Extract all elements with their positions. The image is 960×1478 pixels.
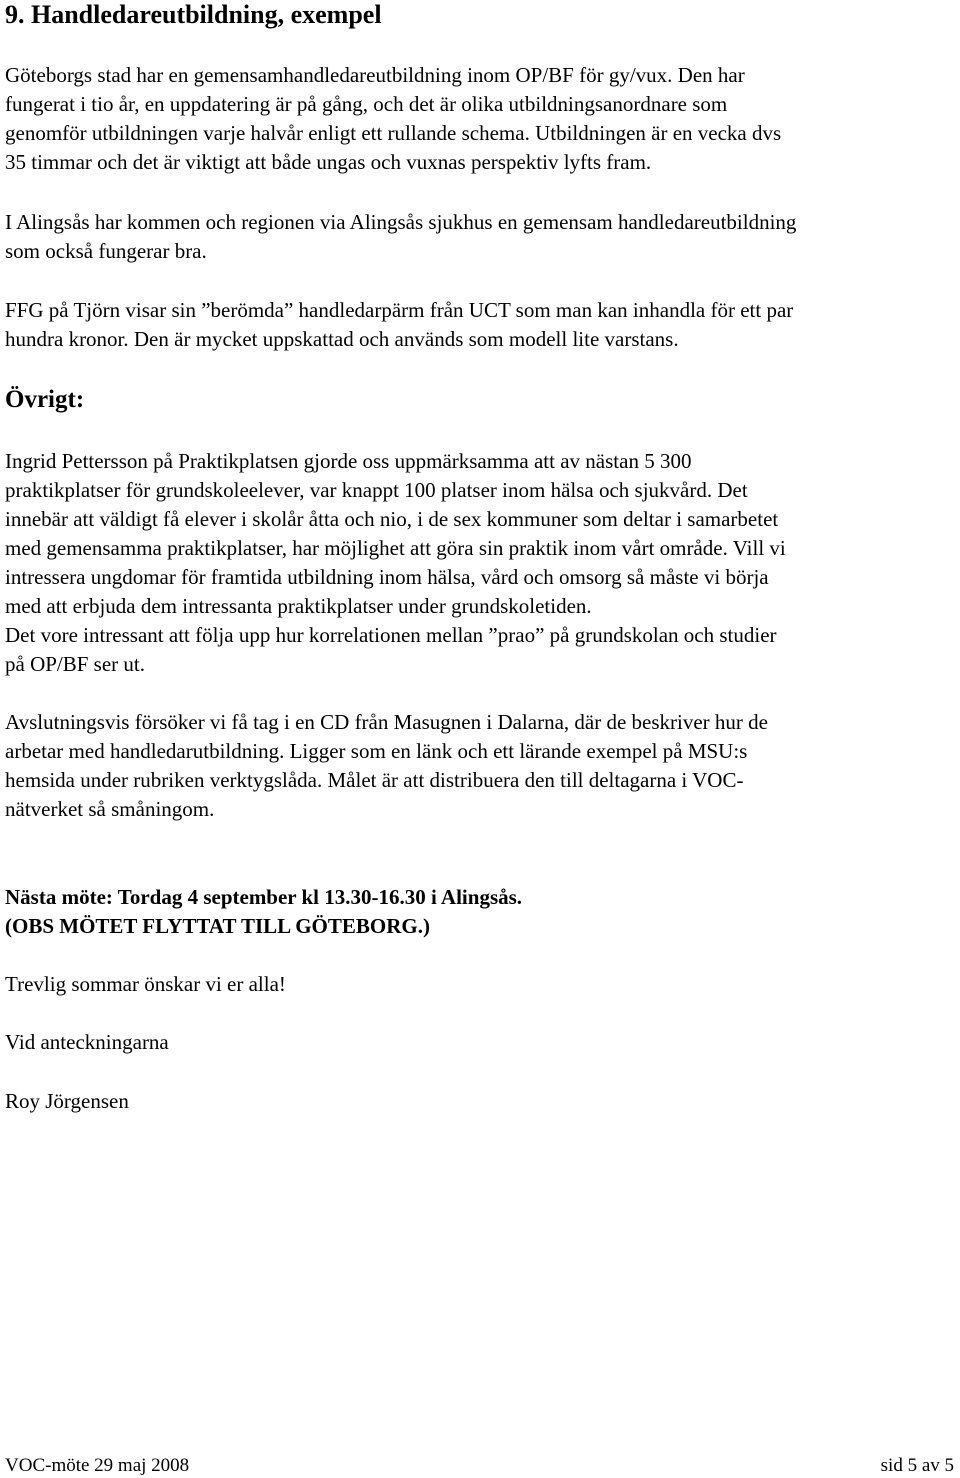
author-signature bbox=[5, 1087, 960, 1116]
paragraph-ffg-tjorn bbox=[5, 296, 960, 354]
next-meeting-notice bbox=[5, 883, 960, 941]
text-line: I Alingsås har kommen och regionen via Alingsås sjukhus en gemensam handledareutbildning bbox=[5, 210, 797, 234]
text-line: Avslutningsvis försöker vi få tag i en CD från Masugnen i Dalarna, där de beskriver hur de bbox=[5, 710, 768, 734]
author-name: Roy Jörgensen bbox=[5, 1089, 129, 1113]
text-line: 35 timmar och det är viktigt att både ungas och vuxnas perspektiv lyfts fram. bbox=[5, 150, 652, 174]
text-line: hemsida under rubriken verktygslåda. Målet är att distribuera den till deltagarna i VOC- bbox=[5, 768, 744, 792]
text-line: med att erbjuda dem intressanta praktikplatser under grundskoletiden. bbox=[5, 594, 592, 618]
text-line: praktikplatser för grundskoleelever, var knappt 100 platser inom hälsa och sjukvård. Det bbox=[5, 478, 748, 502]
text-line: Ingrid Pettersson på Praktikplatsen gjorde oss uppmärksamma att av nästan 5 300 bbox=[5, 449, 692, 473]
text-line: fungerat i tio år, en uppdatering är på gång, och det är olika utbildningsanordnare som bbox=[5, 92, 728, 116]
text-line: Det vore intressant att följa upp hur korrelationen mellan ”prao” på grundskolan och studier bbox=[5, 623, 777, 647]
text-line: hundra kronor. Den är mycket uppskattad och används som modell lite varstans. bbox=[5, 327, 679, 351]
footer-page-number: sid 5 av 5 bbox=[880, 1455, 954, 1476]
text-line: med gemensamma praktikplatser, har möjlighet att göra sin praktik inom vårt område. Vill vi bbox=[5, 536, 786, 560]
text-line: på OP/BF ser ut. bbox=[5, 652, 146, 676]
text-line: Göteborgs stad har en gemensamhandledareutbildning inom OP/BF för gy/vux. Den har bbox=[5, 63, 745, 87]
paragraph-praktikplatsen bbox=[5, 447, 960, 679]
section-heading: 9. Handledareutbildning, exempel bbox=[5, 0, 382, 29]
greeting bbox=[5, 970, 960, 999]
text-line: innebär att väldigt få elever i skolår åtta och nio, i de sex kommuner som deltar i samarbetet bbox=[5, 507, 779, 531]
notes-by bbox=[5, 1028, 960, 1057]
paragraph-avslutningsvis bbox=[5, 708, 960, 824]
text-line: nätverket så småningom. bbox=[5, 797, 215, 821]
text-line: genomför utbildningen varje halvår enligt ett rullande schema. Utbildningen är en vecka dvs bbox=[5, 121, 782, 145]
text-line: intressera ungdomar för framtida utbildning inom hälsa, vård och omsorg så måste vi börja bbox=[5, 565, 769, 589]
text-line: FFG på Tjörn visar sin ”berömda” handledarpärm från UCT som man kan inhandla för ett par bbox=[5, 298, 794, 322]
notes-by-line: Vid anteckningarna bbox=[5, 1030, 169, 1054]
text-line: som också fungerar bra. bbox=[5, 239, 207, 263]
footer-meeting-date: VOC-möte 29 maj 2008 bbox=[5, 1455, 190, 1476]
next-meeting-line: Nästa möte: Tordag 4 september kl 13.30-16.30 i Alingsås. bbox=[5, 885, 523, 909]
paragraph-alingsas bbox=[5, 208, 960, 266]
text-line: arbetar med handledarutbildning. Ligger som en länk och ett lärande exempel på MSU:s bbox=[5, 739, 748, 763]
paragraph-goteborg bbox=[5, 61, 960, 177]
greeting-line: Trevlig sommar önskar vi er alla! bbox=[5, 972, 286, 996]
moved-notice-line: (OBS MÖTET FLYTTAT TILL GÖTEBORG.) bbox=[5, 914, 430, 938]
ovrigt-heading: Övrigt: bbox=[5, 386, 85, 413]
